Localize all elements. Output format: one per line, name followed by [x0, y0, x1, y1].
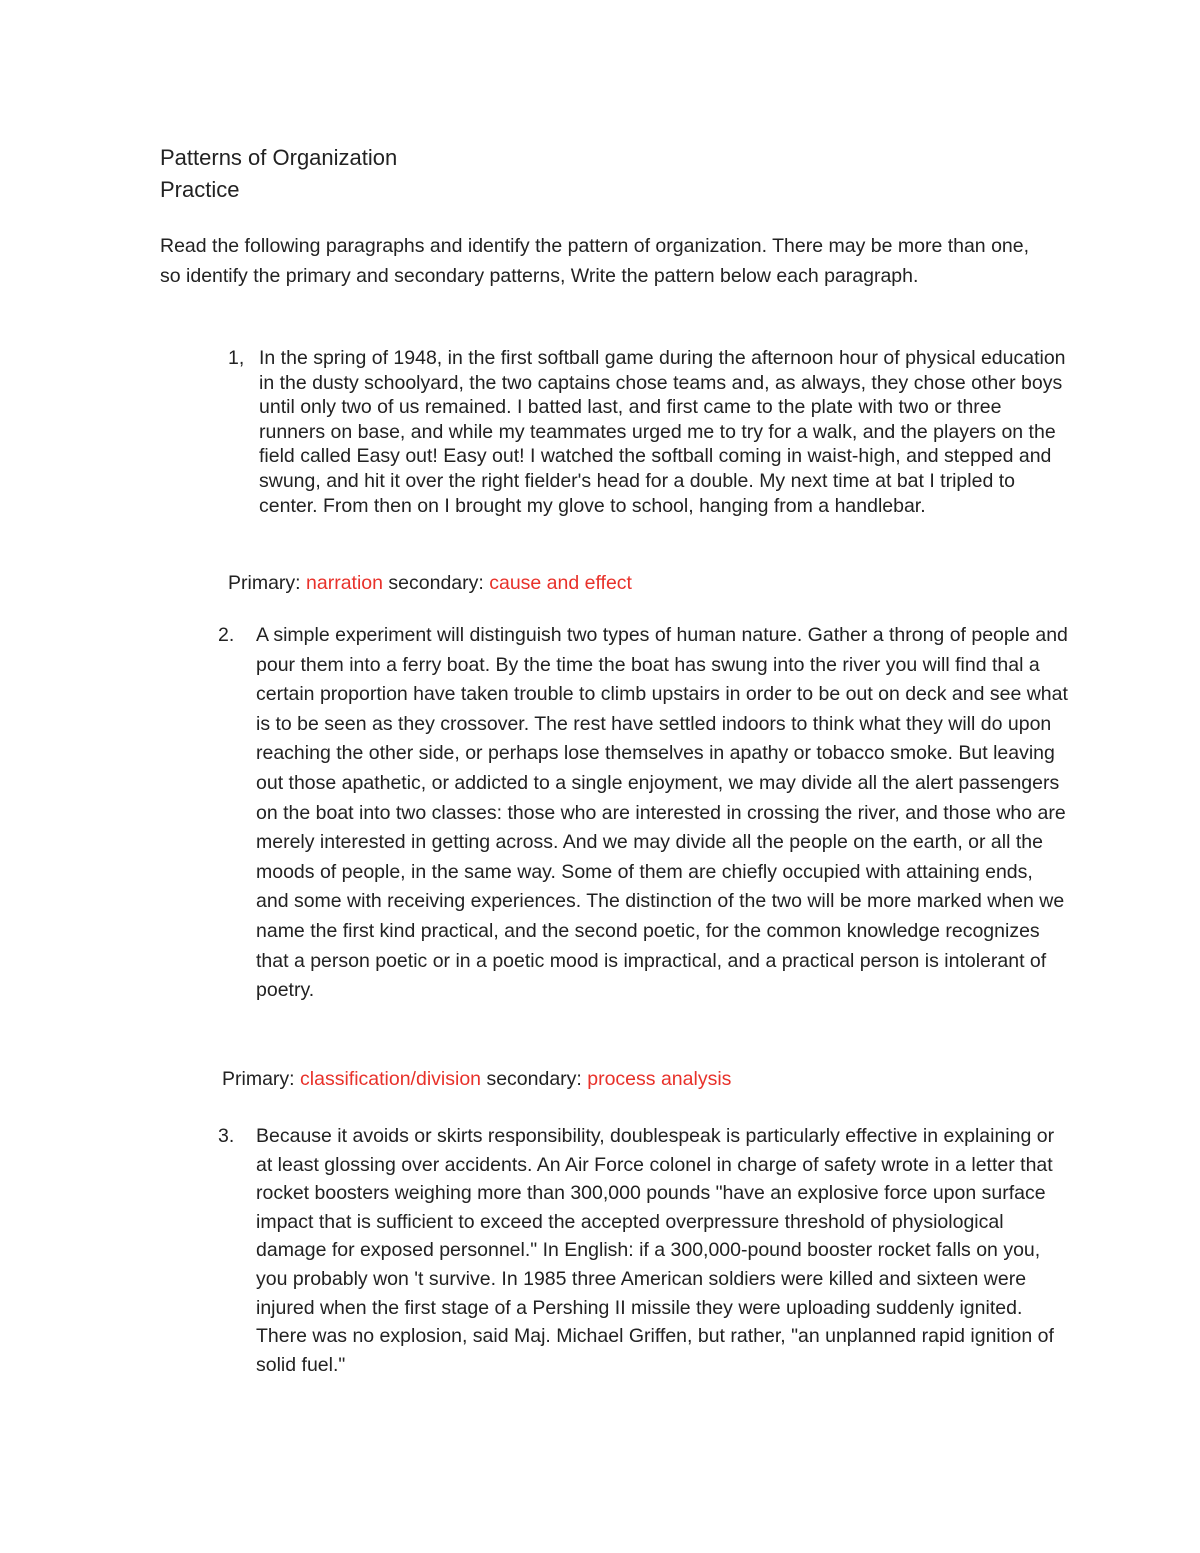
title-line-2: Practice — [160, 177, 240, 202]
secondary-answer: cause and effect — [489, 572, 632, 594]
question-3 — [218, 1122, 1068, 1379]
primary-label: Primary: — [228, 572, 301, 594]
question-text: In the spring of 1948, in the first softball game during the afternoon hour of physical education in the dusty schoolyard, the two captains chose teams and, as always, they chose other boys until only two of us remained. I batted last, and first came to the plate with two or three runners on base, and while my teammates urged me to try for a walk, and the players on the field called Easy out! Easy out! I watched the softball coming in waist-high, and stepped and swung, and hit it over the right fielder's head for a double. My next time at bat I tripled to center. From then on I brought my glove to school, hanging from a handlebar. — [259, 347, 1066, 517]
secondary-label: secondary: — [486, 1068, 582, 1090]
primary-label: Primary: — [222, 1068, 295, 1090]
instructions-paragraph: Read the following paragraphs and identify the pattern of organization. There may be more than one, so identify the primary and secondary patterns, Write the pattern below each paragraph. — [160, 235, 1030, 287]
question-number: 3. — [218, 1125, 235, 1147]
question-text: Because it avoids or skirts responsibility, doublespeak is particularly effective in explaining or at least glossing over accidents. An Air Force colonel in charge of safety wrote in a letter that rocket boosters weighing more than 300,000 pounds "have an explosive force upon surface impact that is sufficient to exceed the accepted overpressure threshold of physiological damage for exposed personnel." In English: if a 300,000-pound booster rocket falls on you, you probably won 't survive. In 1985 three American soldiers were killed and sixteen were injured when the first stage of a Pershing II missile they were uploading suddenly ignited. There was no explosion, said Maj. Michael Griffen, but rather, "an unplanned rapid ignition of solid fuel." — [256, 1125, 1055, 1376]
title-line-1: Patterns of Organization — [160, 145, 398, 170]
question-2 — [218, 621, 1068, 1006]
question-text: A simple experiment will distinguish two types of human nature. Gather a throng of people and pour them into a ferry boat. By the time the boat has swung into the river you will find thal a certain proportion have taken trouble to climb upstairs in order to be out on deck and see what is to be seen as they crossover. The rest have settled indoors to think what they will do upon reaching the other side, or perhaps lose themselves in apathy or tobacco smoke. But leaving out those apathetic, or addicted to a single enjoyment, we may divide all the alert passengers on the boat into two classes: those who are interested in crossing the river, and those who are merely interested in getting across. And we may divide all the people on the earth, or all the moods of people, in the same way. Some of them are chiefly occupied with attaining ends, and some with receiving experiences. The distinction of the two will be more marked when we name the first kind practical, and the second poetic, for the common knowledge recognizes that a person poetic or in a poetic mood is impractical, and a practical person is intolerant of poetry. — [256, 624, 1068, 1002]
primary-answer: classification/division — [300, 1068, 482, 1090]
secondary-label: secondary: — [388, 572, 484, 594]
primary-answer: narration — [306, 572, 383, 594]
answer-line-2 — [222, 1066, 731, 1092]
question-1 — [218, 346, 1068, 518]
page-title — [160, 142, 397, 206]
answer-line-1 — [228, 570, 632, 596]
question-number: 1, — [228, 347, 245, 369]
question-number: 2. — [218, 624, 235, 646]
secondary-answer: process analysis — [587, 1068, 732, 1090]
